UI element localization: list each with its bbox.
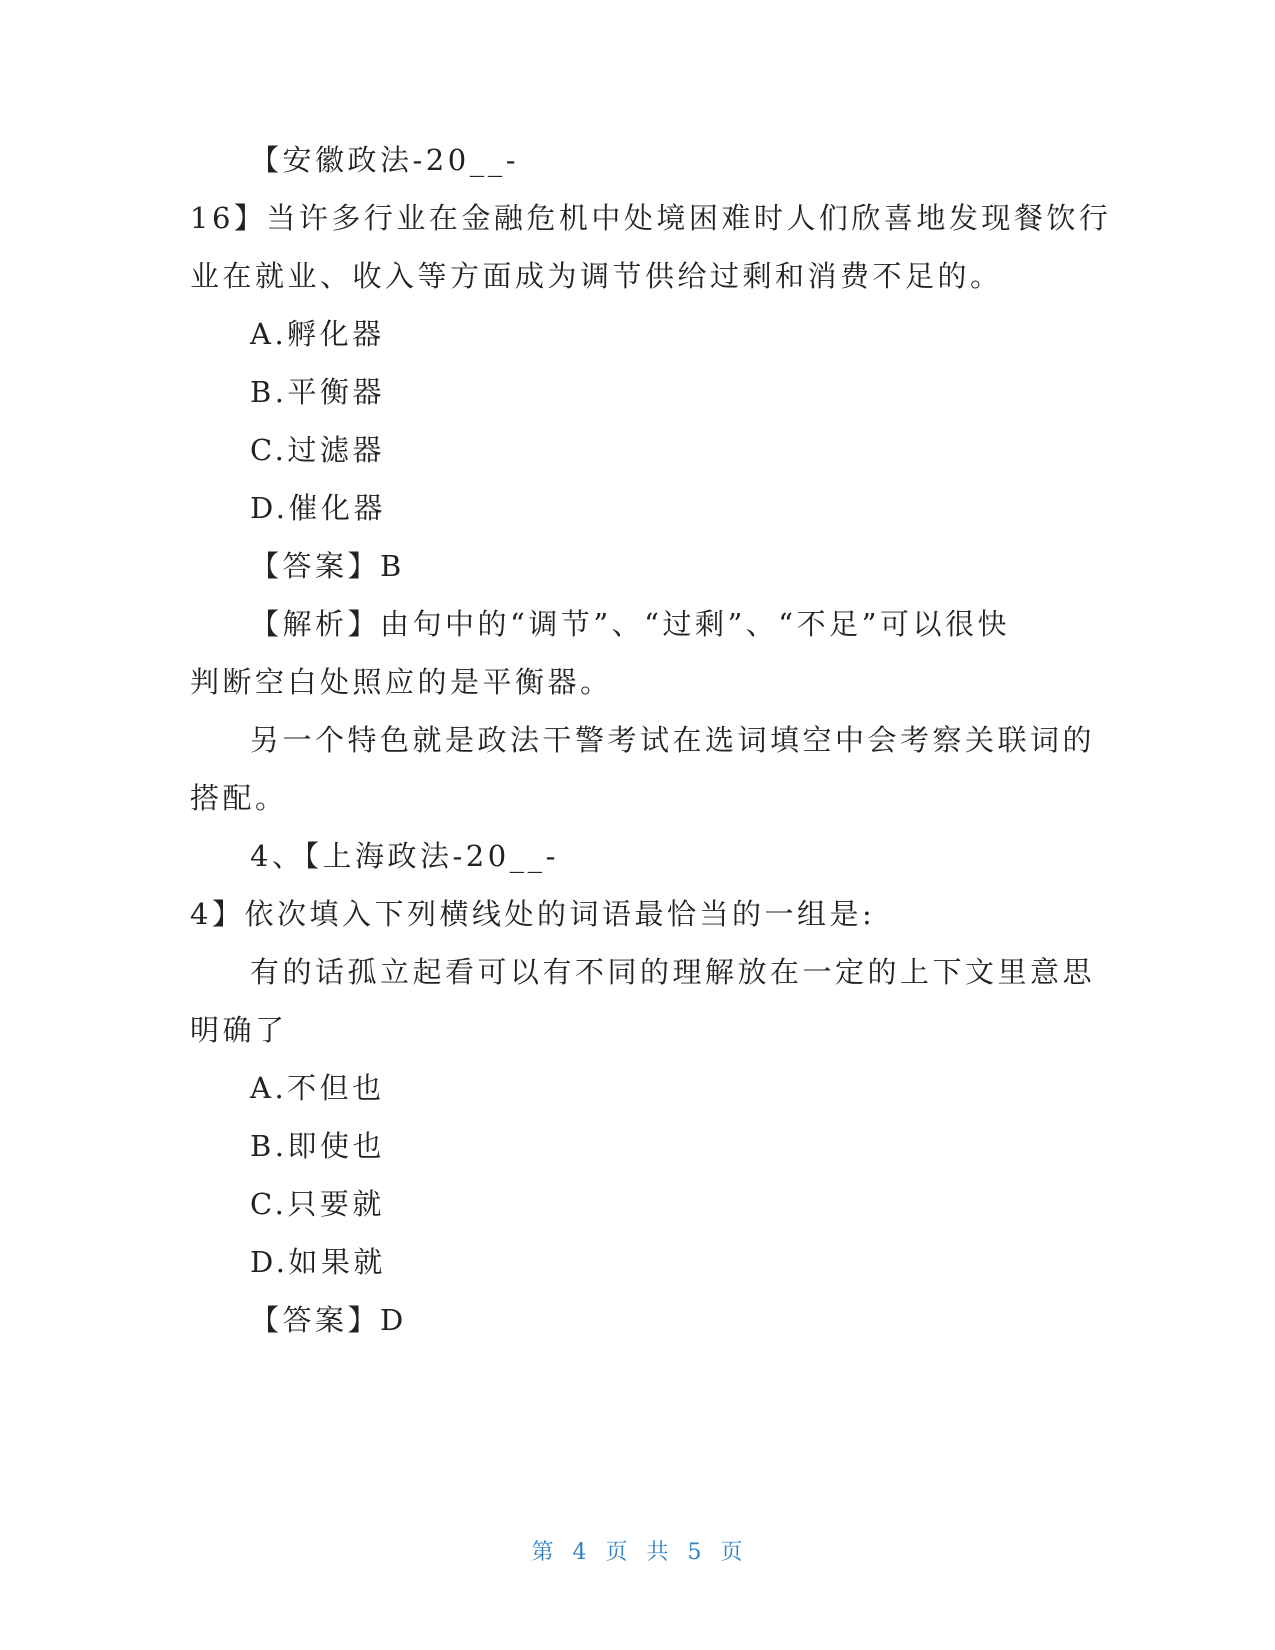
footer-prefix: 第: [531, 1540, 555, 1565]
option-a: A.孵化器: [250, 317, 385, 351]
question-sentence-line: 明确了: [190, 1013, 288, 1047]
page-footer: [0, 1538, 1275, 1568]
question-sentence-line: 有的话孤立起看可以有不同的理解放在一定的上下文里意思: [250, 955, 1096, 989]
option-d: D.如果就: [250, 1245, 386, 1279]
option-d: D.催化器: [250, 491, 386, 525]
footer-page-word: 页: [605, 1540, 629, 1565]
answer-line: 【答案】B: [250, 549, 405, 583]
question-stem-line: 4】依次填入下列横线处的词语最恰当的一组是:: [190, 897, 876, 931]
analysis-line: 【解析】由句中的“调节”、“过剩”、“不足”可以很快: [250, 607, 1010, 641]
option-b: B.平衡器: [250, 375, 386, 409]
body-paragraph-line: 另一个特色就是政法干警考试在选词填空中会考察关联词的: [250, 723, 1096, 757]
question-source-header: 【安徽政法-20__-: [250, 143, 519, 177]
option-b: B.即使也: [250, 1129, 386, 1163]
question-stem-line: 16】当许多行业在金融危机中处境困难时人们欣喜地发现餐饮行: [190, 201, 1112, 235]
question-stem-line: 业在就业、收入等方面成为调节供给过剩和消费不足的。: [190, 259, 1003, 293]
option-a: A.不但也: [250, 1071, 385, 1105]
footer-total-word: 共: [646, 1540, 670, 1565]
footer-suffix: 页: [720, 1540, 744, 1565]
total-pages-number: 5: [687, 1540, 703, 1565]
option-c: C.过滤器: [250, 433, 385, 467]
option-c: C.只要就: [250, 1187, 385, 1221]
answer-line: 【答案】D: [250, 1303, 407, 1337]
current-page-number: 4: [572, 1540, 588, 1565]
question-source-header: 4、【上海政法-20__-: [250, 839, 559, 873]
analysis-line: 判断空白处照应的是平衡器。: [190, 665, 613, 699]
body-paragraph-line: 搭配。: [190, 781, 288, 815]
